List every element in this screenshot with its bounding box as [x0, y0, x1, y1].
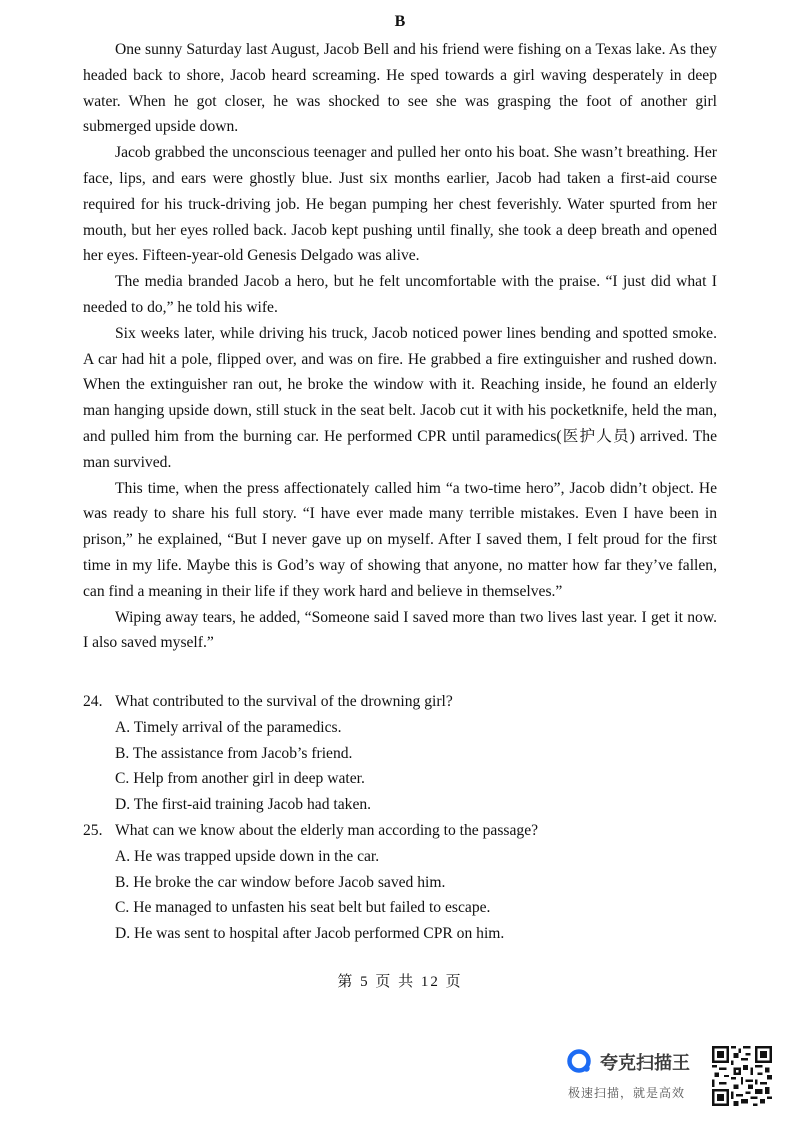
option-list [83, 715, 723, 818]
reading-passage [83, 37, 717, 656]
question-stem [83, 818, 723, 844]
watermark-brand: 夸克扫描王 [600, 1053, 690, 1074]
passage-paragraph: This time, when the press affectionately called him “a two-time hero”, Jacob didn’t object. He was ready to share his full story. “I have ever made many terrible mistakes. Even I have been in prison,” he explained, “But I never gave up on myself. After I saved them, I felt proud for the first time in my life. Maybe this is God’s way of showing that anyone, no matter how far they’ve fallen, can find a meaning in their life if they work hard and believe in themselves.” [83, 479, 717, 600]
question-number: 24. [83, 693, 103, 710]
quark-logo-icon [566, 1048, 592, 1074]
option-list [83, 844, 723, 947]
option-a: A. He was trapped upside down in the car. [115, 847, 380, 865]
question-number: 25. [83, 821, 103, 839]
option-b: B. He broke the car window before Jacob saved him. [115, 873, 446, 891]
option-d: D. The first-aid training Jacob had taken. [115, 796, 372, 814]
option-a: A. Timely arrival of the paramedics. [115, 718, 342, 736]
scanner-watermark [566, 1044, 706, 1110]
question-text: What contributed to the survival of the drowning girl? [115, 693, 453, 710]
option-c: C. Help from another girl in deep water. [115, 770, 365, 788]
watermark-slogan: 极速扫描，就是高效 [568, 1086, 686, 1100]
passage-paragraph: Wiping away tears, he added, “Someone said I saved more than two lives last year. I get it now. I also saved myself.” [83, 608, 717, 652]
question-25 [83, 818, 723, 947]
page-number: 第 5 页 共 12 页 [337, 974, 463, 990]
question-24 [83, 689, 723, 818]
passage-paragraph: The media branded Jacob a hero, but he felt uncomfortable with the praise. “I just did what I needed to do,” he told his wife. [83, 273, 717, 316]
passage-paragraph: Jacob grabbed the unconscious teenager and pulled her onto his boat. She wasn’t breathing. Her face, lips, and ears were ghostly blue. Just six months earlier, Jacob had taken a first-aid course required for his truck-driving job. He began pumping her chest feverishly. Water spurted from her mouth, but her eyes rolled back. Jacob kept pushing until finally, she took a deep breath and opened her eyes. Fifteen-year-old Genesis Delgado was alive. [83, 144, 717, 265]
option-d: D. He was sent to hospital after Jacob performed CPR on him. [115, 925, 505, 943]
passage-paragraph: One sunny Saturday last August, Jacob Bell and his friend were fishing on a Texas lake. As they headed back to shore, Jacob heard screaming. He sped towards a girl waving desperately in deep water. When he got closer, he was shocked to see she was grasping the foot of another girl submerged upside down. [83, 41, 717, 136]
option-c: C. He managed to unfasten his seat belt but failed to escape. [115, 899, 491, 917]
question-stem [83, 689, 723, 715]
qr-code-icon [712, 1046, 772, 1106]
option-b: B. The assistance from Jacob’s friend. [115, 744, 353, 762]
question-list [83, 689, 723, 947]
question-text: What can we know about the elderly man according to the passage? [115, 821, 539, 839]
passage-paragraph: Six weeks later, while driving his truck, Jacob noticed power lines bending and spotted smoke. A car had hit a pole, flipped over, and was on fire. He grabbed a fire extinguisher and rushed down. When the extinguisher ran out, he broke the window with it. Reaching inside, he found an elderly man hanging upside down, still stuck in the seat belt. Jacob cut it with his pocketknife, held the man, and pulled him from the burning car. He performed CPR until paramedics(医护人员) arrived. The man survived. [83, 324, 717, 471]
section-heading: B [394, 13, 406, 30]
